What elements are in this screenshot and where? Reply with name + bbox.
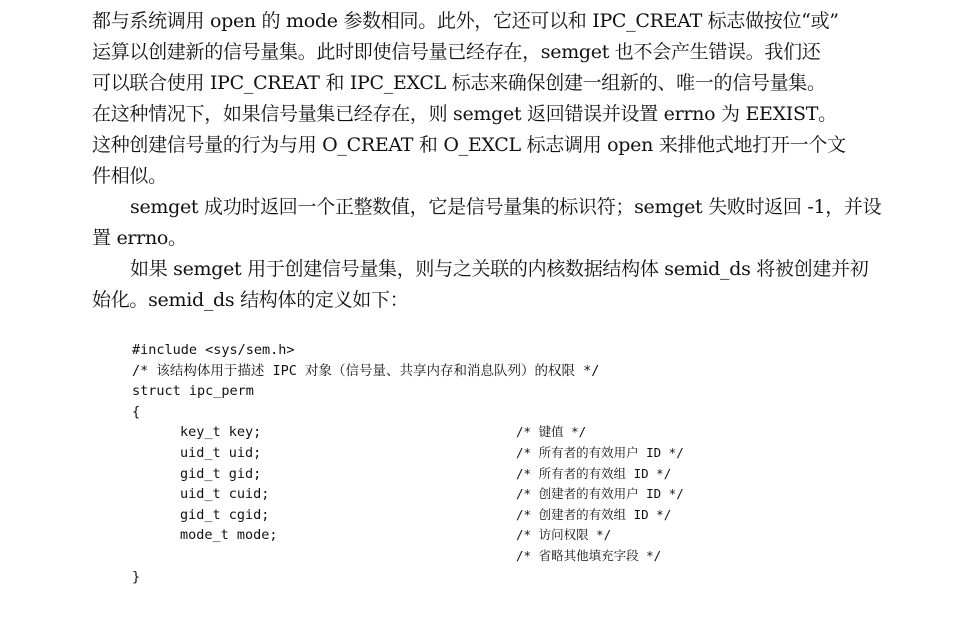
field-comment: /* 所有者的有效组 ID */ <box>516 465 672 481</box>
field-declaration: gid_t gid; <box>180 465 262 482</box>
code-line-open-brace <box>132 402 872 423</box>
code-text: } <box>132 568 141 585</box>
code-text: struct ipc_perm <box>132 383 254 400</box>
code-comment: /* 该结构体用于描述 IPC 对象（信号量、共享内存和消息队列）的权限 */ <box>132 362 600 379</box>
code-line-close-brace <box>132 567 872 588</box>
code-field-cuid <box>132 484 872 505</box>
text-line: semget 成功时返回一个正整数值，它是信号量集的标识符；semget 失败时返回 -1，并设 <box>130 196 882 218</box>
field-comment: /* 创建者的有效用户 ID */ <box>516 486 684 502</box>
code-field-cgid <box>132 505 872 526</box>
field-comment: /* 键值 */ <box>516 424 587 440</box>
code-line-struct <box>132 381 872 402</box>
code-field-key <box>132 422 872 443</box>
text-line: 如果 semget 用于创建信号量集，则与之关联的内核数据结构体 semid_ds 将被创建并初 <box>130 258 869 280</box>
field-comment: /* 所有者的有效用户 ID */ <box>516 444 684 460</box>
text-line: 这种创建信号量的行为与用 O_CREAT 和 O_EXCL 标志调用 open 来排他式地打开一个文 <box>92 134 846 156</box>
text-line: 都与系统调用 open 的 mode 参数相同。此外，它还可以和 IPC_CREAT 标志做按位“或” <box>92 10 839 32</box>
code-field-uid <box>132 443 872 464</box>
field-declaration: mode_t mode; <box>180 527 278 544</box>
field-comment: /* 省略其他填充字段 */ <box>516 547 662 563</box>
text-line: 置 errno。 <box>92 227 187 249</box>
code-field-gid <box>132 464 872 485</box>
code-field-padding <box>132 546 872 567</box>
code-text: { <box>132 403 141 420</box>
code-text: #include <sys/sem.h> <box>132 342 295 358</box>
paragraph-semget-flags <box>92 6 902 192</box>
code-field-mode <box>132 525 872 546</box>
field-declaration: uid_t cuid; <box>180 486 270 503</box>
field-declaration: key_t key; <box>180 424 262 441</box>
field-comment: /* 访问权限 */ <box>516 527 612 543</box>
code-line-header-comment <box>132 361 872 382</box>
paragraph-semget-return <box>92 192 902 254</box>
code-listing <box>132 340 872 587</box>
text-line: 始化。semid_ds 结构体的定义如下： <box>92 289 409 311</box>
body-text <box>92 6 902 316</box>
text-line: 运算以创建新的信号量集。此时即使信号量已经存在，semget 也不会产生错误。我们还 <box>92 41 821 63</box>
paragraph-semid-ds <box>92 254 902 316</box>
field-declaration: uid_t uid; <box>180 444 262 461</box>
text-line: 在这种情况下，如果信号量集已经存在，则 semget 返回错误并设置 errno 为 EEXIST。 <box>92 103 837 125</box>
code-line-include <box>132 340 872 361</box>
field-declaration: gid_t cgid; <box>180 506 270 523</box>
text-line: 件相似。 <box>92 165 167 187</box>
field-comment: /* 创建者的有效组 ID */ <box>516 506 672 522</box>
text-line: 可以联合使用 IPC_CREAT 和 IPC_EXCL 标志来确保创建一组新的、唯一的信号量集。 <box>92 72 826 94</box>
